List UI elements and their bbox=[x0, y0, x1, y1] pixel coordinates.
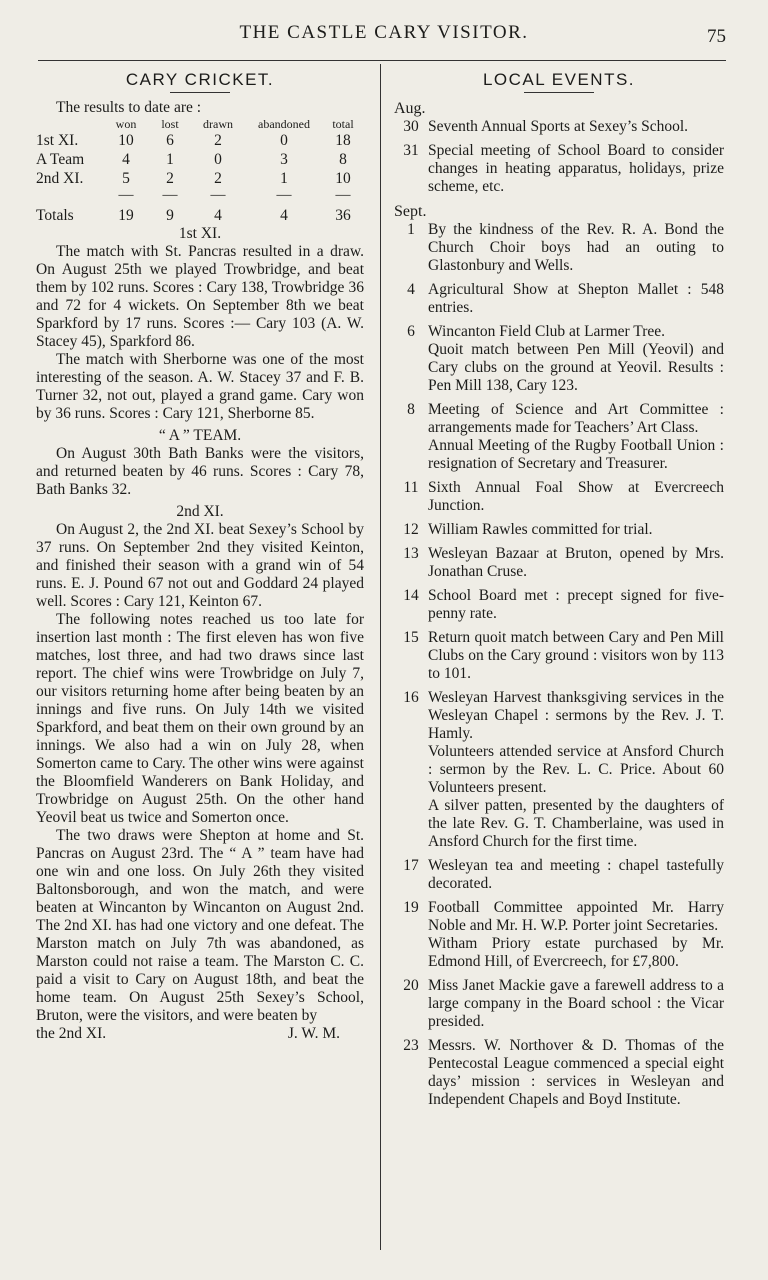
cell-won: 5 bbox=[122, 170, 130, 187]
event-day: 19 bbox=[403, 899, 419, 916]
event-entry bbox=[394, 281, 724, 317]
events-heading: LOCAL EVENTS. bbox=[482, 70, 636, 89]
event-day: 17 bbox=[403, 857, 419, 874]
results-intro: The results to date are : bbox=[56, 99, 202, 116]
cell-won: 19 bbox=[118, 207, 134, 224]
event-text: Wincanton Field Club at Larmer Tree. bbox=[428, 323, 665, 340]
event-body bbox=[428, 689, 724, 851]
first-xi-paragraph: The match with St. Pancras resulted in a draw. On August 25th we played Trowbridge, and beat them by 102 runs. Scores : Cary 138, Trowbridge 36 and 72 for 4 wickets. On September 8th we beat Sparkford by 17 runs. Scores :— Cary 103 (A. W. Stacey 45), Sparkford 86. bbox=[36, 243, 364, 350]
sept-events bbox=[394, 221, 724, 1109]
header-rule bbox=[38, 60, 726, 61]
header-won: won bbox=[115, 117, 137, 131]
event-text: School Board met : precept signed for five-penny rate. bbox=[428, 587, 724, 622]
event-body bbox=[428, 118, 724, 136]
running-head bbox=[0, 22, 768, 52]
event-entry bbox=[394, 629, 724, 683]
cell-lost: 1 bbox=[166, 151, 174, 168]
event-day: 1 bbox=[407, 221, 415, 238]
event-text: Witham Priory estate purchased by Mr. Edmond Hill, of Evercreech, for £7,800. bbox=[428, 935, 724, 970]
cricket-heading: CARY CRICKET. bbox=[125, 70, 275, 89]
event-text: Volunteers attended service at Ansford Church : sermon by the Rev. L. C. Price. About 60 Volunteers present. bbox=[428, 743, 724, 796]
event-day: 13 bbox=[403, 545, 419, 562]
table-row bbox=[36, 131, 364, 150]
cell-total: 10 bbox=[335, 170, 351, 187]
event-entry bbox=[394, 1037, 724, 1109]
header-abandoned: abandoned bbox=[258, 117, 310, 131]
results-table-header bbox=[36, 117, 364, 131]
dash: — bbox=[335, 187, 351, 203]
dash: — bbox=[210, 187, 226, 203]
author-signature: J. W. M. bbox=[287, 1025, 340, 1042]
events-column bbox=[394, 68, 724, 1115]
event-entry bbox=[394, 142, 724, 196]
a-team-paragraph: On August 30th Bath Banks were the visitors, and returned beaten by 46 runs. Scores : Cary 78, Bath Banks 32. bbox=[36, 445, 364, 498]
closing-line bbox=[36, 1025, 364, 1043]
event-entry bbox=[394, 323, 724, 395]
event-entry bbox=[394, 545, 724, 581]
event-day: 14 bbox=[403, 587, 419, 604]
event-body bbox=[428, 401, 724, 473]
cell-drawn: 2 bbox=[214, 132, 222, 149]
cricket-heading-rule bbox=[170, 92, 230, 93]
event-body bbox=[428, 281, 724, 317]
table-row bbox=[36, 150, 364, 169]
event-body bbox=[428, 221, 724, 275]
cell-lost: 6 bbox=[166, 132, 174, 149]
event-text: Special meeting of School Board to consider changes in heating apparatus, holidays, prize scheme, etc. bbox=[428, 142, 724, 195]
event-text: Quoit match between Pen Mill (Yeovil) and Cary clubs on the ground at Yeovil. Results : Pen Mill 138, Cary 123. bbox=[428, 341, 724, 394]
event-entry bbox=[394, 857, 724, 893]
event-entry bbox=[394, 118, 724, 136]
event-entry bbox=[394, 479, 724, 515]
totals-row bbox=[36, 206, 364, 225]
cell-drawn: 2 bbox=[214, 170, 222, 187]
sherborne-paragraph: The match with Sherborne was one of the most interesting of the season. A. W. Stacey 37 and F. B. Turner 32, not out, played a grand game. Cary won by 36 runs. Scores : Cary 121, Sherborne 85. bbox=[36, 351, 364, 422]
event-day: 15 bbox=[403, 629, 419, 646]
event-body bbox=[428, 587, 724, 623]
row-label: 2nd XI. bbox=[36, 170, 84, 187]
aug-events bbox=[394, 118, 724, 196]
event-text: Agricultural Show at Shepton Mallet : 548 entries. bbox=[428, 281, 724, 316]
cell-abandoned: 3 bbox=[280, 151, 288, 168]
closing-text: the 2nd XI. bbox=[36, 1025, 107, 1042]
event-text: Sixth Annual Foal Show at Evercreech Junction. bbox=[428, 479, 724, 514]
event-text: Return quoit match between Cary and Pen Mill Clubs on the Cary ground : visitors won by 113 to 101. bbox=[428, 629, 724, 682]
cell-abandoned: 1 bbox=[280, 170, 288, 187]
cell-lost: 2 bbox=[166, 170, 174, 187]
header-drawn: drawn bbox=[203, 117, 233, 131]
cell-drawn: 4 bbox=[214, 207, 222, 224]
event-day: 16 bbox=[403, 689, 419, 706]
cell-drawn: 0 bbox=[214, 151, 222, 168]
row-label: Totals bbox=[36, 207, 74, 224]
a-team-heading: “ A ” TEAM. bbox=[158, 427, 242, 444]
dash: — bbox=[162, 187, 178, 203]
cell-total: 36 bbox=[335, 207, 351, 224]
event-text: Football Committee appointed Mr. Harry Noble and Mr. H. W.P. Porter joint Secretaries. bbox=[428, 899, 724, 934]
month-label-aug: Aug. bbox=[394, 100, 426, 117]
second-xi-paragraph: On August 2, the 2nd XI. beat Sexey’s School by 37 runs. On September 2nd they visited Keinton, and finished their season with a grand win of 54 runs. E. J. Pound 67 not out and Goddard 24 played well. Scores : Cary 121, Keinton 67. bbox=[36, 521, 364, 610]
header-lost: lost bbox=[161, 117, 179, 131]
dash: — bbox=[276, 187, 292, 203]
event-body bbox=[428, 142, 724, 196]
publication-title: THE CASTLE CARY VISITOR. bbox=[239, 22, 529, 43]
cell-abandoned: 4 bbox=[280, 207, 288, 224]
event-entry bbox=[394, 521, 724, 539]
event-text: Miss Janet Mackie gave a farewell address to a large company in the Board school : the Vicar presided. bbox=[428, 977, 724, 1030]
event-text: Annual Meeting of the Rugby Football Union : resignation of Secretary and Treasurer. bbox=[428, 437, 724, 472]
event-body bbox=[428, 479, 724, 515]
event-body bbox=[428, 521, 724, 539]
event-text: Wesleyan tea and meeting : chapel tastefully decorated. bbox=[428, 857, 724, 892]
event-day: 8 bbox=[407, 401, 415, 418]
event-text: Messrs. W. Northover & D. Thomas of the Pentecostal League commenced a special eight days’ mission : services in Wesleyan and Independent Chapels and Boyd Institute. bbox=[428, 1037, 724, 1108]
month-label-sept: Sept. bbox=[394, 203, 427, 220]
event-day: 12 bbox=[403, 521, 419, 538]
event-body bbox=[428, 629, 724, 683]
events-heading-rule bbox=[524, 92, 594, 93]
event-text: Meeting of Science and Art Committee : arrangements made for Teachers’ Art Class. bbox=[428, 401, 724, 436]
row-label: A Team bbox=[36, 151, 85, 168]
first-xi-heading: 1st XI. bbox=[178, 225, 222, 242]
event-text: Seventh Annual Sports at Sexey’s School. bbox=[428, 118, 689, 135]
event-day: 23 bbox=[403, 1037, 419, 1054]
event-body bbox=[428, 545, 724, 581]
event-text: Wesleyan Bazaar at Bruton, opened by Mrs. Jonathan Cruse. bbox=[428, 545, 724, 580]
event-entry bbox=[394, 899, 724, 971]
event-text: William Rawles committed for trial. bbox=[428, 521, 653, 538]
cricket-column bbox=[36, 68, 364, 1043]
row-label: 1st XI. bbox=[36, 132, 79, 149]
event-body bbox=[428, 1037, 724, 1109]
event-day: 31 bbox=[403, 142, 419, 159]
cell-total: 8 bbox=[339, 151, 347, 168]
event-text: By the kindness of the Rev. R. A. Bond the Church Choir boys had an outing to Glastonbury and Wells. bbox=[428, 221, 724, 274]
late-notes-paragraph: The following notes reached us too late for insertion last month : The first eleven has won five matches, lost three, and had two draws since last report. The chief wins were Trowbridge on July 7, our visitors returning home after being beaten by an innings and five runs. On July 14th we visited Sparkford, and beat them on their own ground by an innings. We also had a win on July 28, when Somerton came to Cary. The other wins were against the Bloomfield Wanderers on Bank Holiday, and Trowbridge on August 25th. On the other hand Yeovil beat us twice and Somerton once. bbox=[36, 611, 364, 826]
event-entry bbox=[394, 689, 724, 851]
event-entry bbox=[394, 587, 724, 623]
cell-won: 10 bbox=[118, 132, 134, 149]
event-day: 30 bbox=[403, 118, 419, 135]
cell-lost: 9 bbox=[166, 207, 174, 224]
event-body bbox=[428, 323, 724, 395]
event-day: 11 bbox=[403, 479, 419, 496]
cell-total: 18 bbox=[335, 132, 351, 149]
header-total: total bbox=[332, 117, 354, 131]
event-day: 20 bbox=[403, 977, 419, 994]
event-day: 6 bbox=[407, 323, 415, 340]
event-entry bbox=[394, 401, 724, 473]
page-number: 75 bbox=[707, 26, 726, 47]
event-entry bbox=[394, 221, 724, 275]
event-day: 4 bbox=[407, 281, 415, 298]
event-body bbox=[428, 857, 724, 893]
cell-abandoned: 0 bbox=[280, 132, 288, 149]
column-divider bbox=[380, 64, 381, 1250]
draws-paragraph: The two draws were Shepton at home and St. Pancras on August 23rd. The “ A ” team have had one win and one loss. On July 26th they visited Baltonsborough, and won the match, and were beaten at Wincanton by Wincanton on August 2nd. The 2nd XI. has had one victory and one defeat. The Marston match on July 7th was abandoned, as Marston could not raise a team. The Marston C. C. paid a visit to Cary on August 18th, and beat the home team. On August 25th Sexey’s School, Bruton, were the visitors, and were beaten by bbox=[36, 827, 364, 1024]
dash: — bbox=[118, 187, 134, 203]
event-text: A silver patten, presented by the daughters of the late Rev. G. T. Chamberlaine, was used in Ansford Church for the first time. bbox=[428, 797, 724, 850]
event-text: Wesleyan Harvest thanksgiving services in the Wesleyan Chapel : sermons by the Rev. J. T. Hamly. bbox=[428, 689, 724, 742]
event-entry bbox=[394, 977, 724, 1031]
event-body bbox=[428, 977, 724, 1031]
results-table bbox=[36, 117, 364, 225]
table-row bbox=[36, 169, 364, 188]
cell-won: 4 bbox=[122, 151, 130, 168]
event-body bbox=[428, 899, 724, 971]
table-dash-row bbox=[36, 188, 364, 202]
second-xi-heading: 2nd XI. bbox=[176, 503, 224, 520]
